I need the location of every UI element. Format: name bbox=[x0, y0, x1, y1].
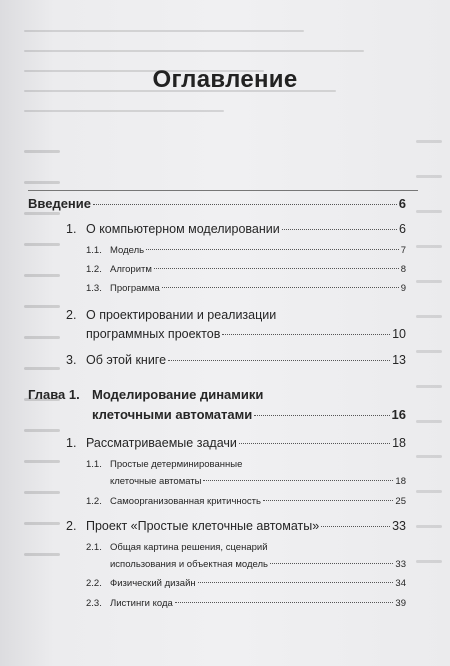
toc-entry-page: 13 bbox=[392, 353, 406, 367]
toc-entry-label: Физический дизайн bbox=[110, 578, 196, 589]
toc-entry-section-3 bbox=[66, 353, 406, 367]
toc-entry-number: 1.2. bbox=[86, 496, 102, 507]
toc-entry-label: Об этой книге bbox=[86, 353, 167, 367]
dot-leader bbox=[168, 359, 390, 361]
toc-entry-number: 2.1. bbox=[86, 542, 102, 553]
toc-entry-label: Алгоритм bbox=[110, 264, 152, 275]
dot-leader bbox=[146, 248, 399, 250]
toc-entry-section-1-3 bbox=[86, 283, 406, 294]
dot-leader bbox=[198, 581, 394, 583]
toc-entry-ch1-section-2 bbox=[66, 519, 406, 533]
toc-entry-number: 2. bbox=[66, 308, 77, 322]
toc-entry-page: 39 bbox=[395, 598, 406, 609]
dot-leader bbox=[203, 479, 393, 481]
toc-entry-page: 6 bbox=[399, 222, 406, 236]
toc-entry-number: 2. bbox=[66, 519, 77, 533]
dot-leader bbox=[222, 333, 390, 335]
toc-entry-section-1-1 bbox=[86, 245, 406, 256]
toc-entry-introduction bbox=[28, 196, 406, 211]
toc-entry-label-line-1: Общая картина решения, сценарий bbox=[110, 542, 268, 553]
toc-entry-number: 1.1. bbox=[86, 245, 102, 256]
toc-entry-section-1 bbox=[66, 222, 406, 236]
toc-entry-page: 18 bbox=[395, 476, 406, 487]
toc-entry-label-line-2: программных проектов bbox=[86, 327, 221, 341]
toc-entry-number: 1.1. bbox=[86, 459, 102, 470]
toc-entry-page: 16 bbox=[391, 407, 406, 422]
toc-entry-label: Программа bbox=[110, 283, 160, 294]
dot-leader bbox=[263, 499, 393, 501]
dot-leader bbox=[254, 414, 389, 416]
toc-entry-label: Рассматриваемые задачи bbox=[86, 436, 237, 450]
toc-entry-label: Проект «Простые клеточные автоматы» bbox=[86, 519, 320, 533]
toc-chapter-title-line-2: клеточными автоматами bbox=[92, 407, 253, 422]
toc-entry-page: 8 bbox=[400, 264, 406, 275]
dot-leader bbox=[175, 601, 394, 603]
show-through-text-left bbox=[24, 150, 60, 620]
toc-entry-page: 10 bbox=[392, 327, 406, 341]
toc-entry-ch1-section-2-2 bbox=[86, 578, 406, 589]
toc-entry-ch1-section-1-2 bbox=[86, 496, 406, 507]
toc-entry-label: Модель bbox=[110, 245, 145, 256]
page-title: Оглавление bbox=[152, 66, 298, 93]
toc-entry-label-line-1: Простые детерминированные bbox=[110, 459, 243, 470]
toc-entry-page: 18 bbox=[392, 436, 406, 450]
toc-entry-ch1-section-2-3 bbox=[86, 598, 406, 609]
toc-entry-page: 33 bbox=[395, 559, 406, 570]
toc-entry-label-line-1: О проектировании и реализации bbox=[86, 308, 277, 322]
toc-entry-label-line-2: использования и объектная модель bbox=[110, 559, 268, 570]
dot-leader bbox=[282, 228, 397, 230]
toc-entry-section-1-2 bbox=[86, 264, 406, 275]
toc-entry-label-line-2: клеточные автоматы bbox=[110, 476, 202, 487]
toc-entry-page: 7 bbox=[400, 245, 406, 256]
dot-leader bbox=[93, 203, 397, 205]
dot-leader bbox=[239, 442, 390, 444]
toc-entry-page: 9 bbox=[400, 283, 406, 294]
toc-entry-number: 1. bbox=[66, 222, 77, 236]
toc-entry-number: 1.2. bbox=[86, 264, 102, 275]
toc-entry-page: 34 bbox=[395, 578, 406, 589]
toc-entry-label: Самоорганизованная критичность bbox=[110, 496, 261, 507]
toc-entry-label: Введение bbox=[28, 196, 91, 211]
toc-entry-label: О компьютерном моделировании bbox=[86, 222, 280, 236]
toc-chapter-number: Глава 1. bbox=[28, 387, 80, 402]
toc-entry-number: 2.2. bbox=[86, 578, 102, 589]
toc-entry-page: 25 bbox=[395, 496, 406, 507]
toc-entry-page: 33 bbox=[392, 519, 406, 533]
dot-leader bbox=[270, 562, 393, 564]
toc-entry-ch1-section-1 bbox=[66, 436, 406, 450]
dot-leader bbox=[321, 525, 390, 527]
toc-entry-number: 3. bbox=[66, 353, 77, 367]
toc-entry-page: 6 bbox=[398, 196, 406, 211]
toc-entry-number: 1. bbox=[66, 436, 77, 450]
dot-leader bbox=[154, 267, 399, 269]
toc-entry-number: 1.3. bbox=[86, 283, 102, 294]
top-rule bbox=[28, 190, 418, 191]
dot-leader bbox=[162, 286, 399, 288]
show-through-text-right bbox=[416, 140, 442, 610]
toc-entry-label: Листинги кода bbox=[110, 598, 173, 609]
toc-chapter-title-line-1: Моделирование динамики bbox=[92, 387, 264, 402]
toc-entry-number: 2.3. bbox=[86, 598, 102, 609]
